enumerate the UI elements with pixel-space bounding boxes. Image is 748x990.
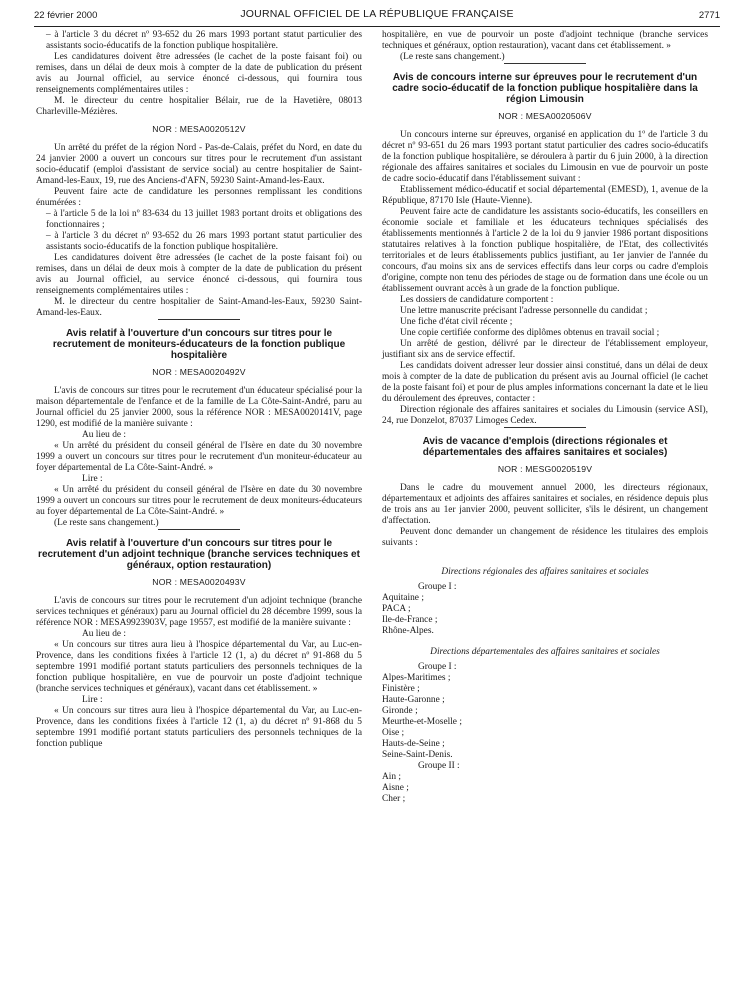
right-column [382,30,708,805]
header-date: 22 février 2000 [34,10,98,21]
nor-reference: NOR : MESA0020493V [152,577,246,587]
paragraph: « Un arrêté du président du conseil général de l'Isère en date du 30 novembre 1999 a ouvert un concours sur titres pour le recrutement de deux moniteurs-éducateurs au foyer départemental de La Côte-Saint-André. » [36,485,362,517]
list-item: Oise ; [382,728,405,738]
section-separator [504,63,586,64]
list-item: PACA ; [382,604,411,614]
list-item: Aquitaine ; [382,593,424,603]
paragraph: Les dossiers de candidature comportent : [400,295,554,305]
amendment-label: Lire : [82,695,103,705]
notice-heading: Avis relatif à l'ouverture d'un concours sur titres pour le recrutement de moniteurs-éducateurs de la fonction publique hospitalière [52,328,346,361]
nor-reference: NOR : MESA0020512V [152,124,246,134]
paragraph: Une copie certifiée conforme des diplômes obtenus en travail social ; [400,328,660,338]
paragraph: Etablissement médico-éducatif et social départemental (EMESD), 1, avenue de la République, 87170 Isle (Haute-Vienne). [382,185,708,206]
list-item: Ain ; [382,772,402,782]
subsection-title: Directions régionales des affaires sanitaires et sociales [441,567,649,577]
paragraph: Dans le cadre du mouvement annuel 2000, les directeurs régionaux, départementaux et adjoints des affaires sanitaires et sociales, en résidence depuis plus de trois ans au 1er janvier 2000, peuvent solliciter, s'ils le désirent, un changement d'affectation. [382,483,708,526]
notice-heading: Avis de vacance d'emplois (directions régionales et départementales des affaires sanitaires et sociales) [422,436,668,458]
paragraph: Une fiche d'état civil récente ; [400,317,513,327]
list-item: Ile-de-France ; [382,615,438,625]
notice-heading: Avis relatif à l'ouverture d'un concours sur titres pour le recrutement d'un adjoint technique (branche services techniques et généraux, option restauration) [38,538,360,571]
paragraph: Les candidatures doivent être adressées (le cachet de la poste faisant foi) ou remises, dans un délai de deux mois à compter de la date de publication du présent avis au Journal officiel, au service énoncé ci-dessous, qui fournira tous renseignements complémentaires utiles : [36,253,362,296]
page-header [34,8,720,22]
list-item: Alpes-Maritimes ; [382,673,451,683]
amendment-label: Lire : [82,474,103,484]
paragraph: M. le directeur du centre hospitalier Bélair, rue de la Havetière, 08013 Charleville-Mézières. [36,96,362,117]
list-item: – à l'article 3 du décret nº 93-652 du 26 mars 1993 portant statut particulier des assistants socio-éducatifs de la fonction publique hospitalière. [46,30,362,51]
group-label: Groupe II : [418,761,460,771]
list-item: Seine-Saint-Denis. [382,750,453,760]
group-label: Groupe I : [418,662,457,672]
nor-reference: NOR : MESA0020492V [152,367,246,377]
notice-heading: Avis de concours interne sur épreuves pour le recrutement d'un cadre socio-éducatif de la fonction publique hospitalière dans la région Limousin [392,72,698,105]
section-separator [158,529,240,530]
list-item: – à l'article 3 du décret nº 93-652 du 26 mars 1993 portant statut particulier des assistants socio-éducatifs de la fonction publique hospitalière. [46,231,362,252]
paragraph: Peuvent faire acte de candidature les assistants socio-éducatifs, les conseillers en économie sociale et familiale et les éducateurs techniques spécialisés des établissements mentionnés à l'article 2 de la loi du 9 janvier 1986 portant dispositions statutaires relatives à la fonction publique hospitalière, de l'Etat, des collectivités territoriales et de leurs établissements publics justifiant, au 1er janvier de l'année du concours, d'au moins six ans de services effectifs dans leur corps ou cadre d'emplois d'origine, compte non tenu des périodes de stage ou de formation dans une école ou un établissement ouvrant accès à un grade de la fonction publique. [382,207,708,294]
list-item: Hauts-de-Seine ; [382,739,445,749]
paragraph: Peuvent donc demander un changement de résidence les titulaires des emplois suivants : [382,527,708,548]
header-rule [34,26,720,27]
left-column [36,30,362,750]
nor-reference: NOR : MESG0020519V [497,464,593,474]
paragraph: Un arrêté du préfet de la région Nord - Pas-de-Calais, préfet du Nord, en date du 24 janvier 2000 a ouvert un concours sur titres pour le recrutement d'un assistant socio-éducatif (emploi d'assistant de service social) au centre hospitalier de Saint-Amand-les-Eaux, 19, rue des Anciens-d'AFN, 59230 Saint-Amand-les-Eaux. [36,143,362,186]
paragraph: « Un concours sur titres aura lieu à l'hospice départemental du Var, au Luc-en-Provence, dans les conditions fixées à l'article 12 (1, a) du décret nº 91-868 du 5 septembre 1991 modifié portant statuts particuliers des personnels techniques de la fonction publique hospitalière, en vue de pourvoir un poste d'adjoint technique (branche services techniques et généraux), vacant dans cet établissement. » [36,640,362,694]
paragraph: « Un arrêté du président du conseil général de l'Isère en date du 30 novembre 1999 a ouvert un concours sur titres pour le recrutement d'un moniteur-éducateur au foyer départemental de La Côte-Saint-André. » [36,441,362,473]
page-number: 2771 [698,10,720,21]
list-item: Rhône-Alpes. [382,626,434,636]
paragraph: (Le reste sans changement.) [400,52,505,62]
spacer [382,637,708,643]
section-separator [504,427,586,428]
list-item: Haute-Garonne ; [382,695,445,705]
journal-title: JOURNAL OFFICIEL DE LA RÉPUBLIQUE FRANÇAISE [240,8,514,20]
paragraph: Les candidats doivent adresser leur dossier ainsi constitué, dans un délai de deux mois à compter de la date de publication du présent avis au Journal officiel (le cachet de la poste faisant foi) et pour de plus amples informations concernant la date et le lieu du déroulement des épreuves, contacter : [382,361,708,404]
paragraph: Un concours interne sur épreuves, organisé en application du 1º de l'article 3 du décret nº 93-651 du 26 mars 1993 portant statut particulier des cadres socio-éducatifs de la fonction publique hospitalière, se déroulera à partir du 6 juin 2000, à la direction régionale des affaires sanitaires et sociales du Limousin en vue de pourvoir un poste de cadre socio-éducatif dans l'établissement suivant : [382,130,708,184]
paragraph: Une lettre manuscrite précisant l'adresse personnelle du candidat ; [400,306,648,316]
list-item: Finistère ; [382,684,420,694]
amendment-label: Au lieu de : [82,629,127,639]
subsection-title: Directions départementales des affaires sanitaires et sociales [430,647,660,657]
list-item: Meurthe-et-Moselle ; [382,717,462,727]
spacer [382,549,708,563]
list-item: Aisne ; [382,783,409,793]
amendment-label: Au lieu de : [82,430,127,440]
list-item: hospitalière, en vue de pourvoir un poste d'adjoint technique (branche services techniques et généraux, option restauration), vacant dans cet établissement. » [382,30,708,51]
list-item: Cher ; [382,794,406,804]
paragraph: L'avis de concours sur titres pour le recrutement d'un adjoint technique (branche services techniques et généraux) paru au Journal officiel du 28 décembre 1999, sous la référence NOR : MESA9923903V, page 19557, est modifié de la manière suivante : [36,596,362,628]
paragraph: Les candidatures doivent être adressées (le cachet de la poste faisant foi) ou remises, dans un délai de deux mois à compter de la date de publication du présent avis au Journal officiel, au service énoncé ci-dessous, qui fournira tous renseignements complémentaires utiles : [36,52,362,95]
list-item: Gironde ; [382,706,418,716]
paragraph: Un arrêté de gestion, délivré par le directeur de l'établissement employeur, justifiant six ans de service effectif. [382,339,708,360]
paragraph: M. le directeur du centre hospitalier de Saint-Amand-les-Eaux, 59230 Saint-Amand-les-Eaux. [36,297,362,318]
paragraph: Peuvent faire acte de candidature les personnes remplissant les conditions énumérées : [36,187,362,208]
section-separator [158,319,240,320]
list-item: – à l'article 5 de la loi nº 83-634 du 13 juillet 1983 portant droits et obligations des fonctionnaires ; [46,209,362,230]
paragraph: (Le reste sans changement.) [54,518,159,528]
paragraph: « Un concours sur titres aura lieu à l'hospice départemental du Var, au Luc-en-Provence, dans les conditions fixées à l'article 12 (1, a) du décret nº 91-868 du 5 septembre 1991 modifié portant statuts particuliers des personnels techniques de la fonction publique [36,706,362,749]
paragraph: Direction régionale des affaires sanitaires et sociales du Limousin (service ASI), 24, rue Donzelot, 87037 Limoges Cedex. [382,405,708,426]
paragraph: L'avis de concours sur titres pour le recrutement d'un éducateur spécialisé pour la maison départementale de l'enfance et de la famille de La Côte-Saint-André, paru au Journal officiel du 25 janvier 2000, sous la référence NOR : MESA0020141V, page 1290, est modifié de la manière suivante : [36,386,362,429]
group-label: Groupe I : [418,582,457,592]
nor-reference: NOR : MESA0020506V [498,111,592,121]
